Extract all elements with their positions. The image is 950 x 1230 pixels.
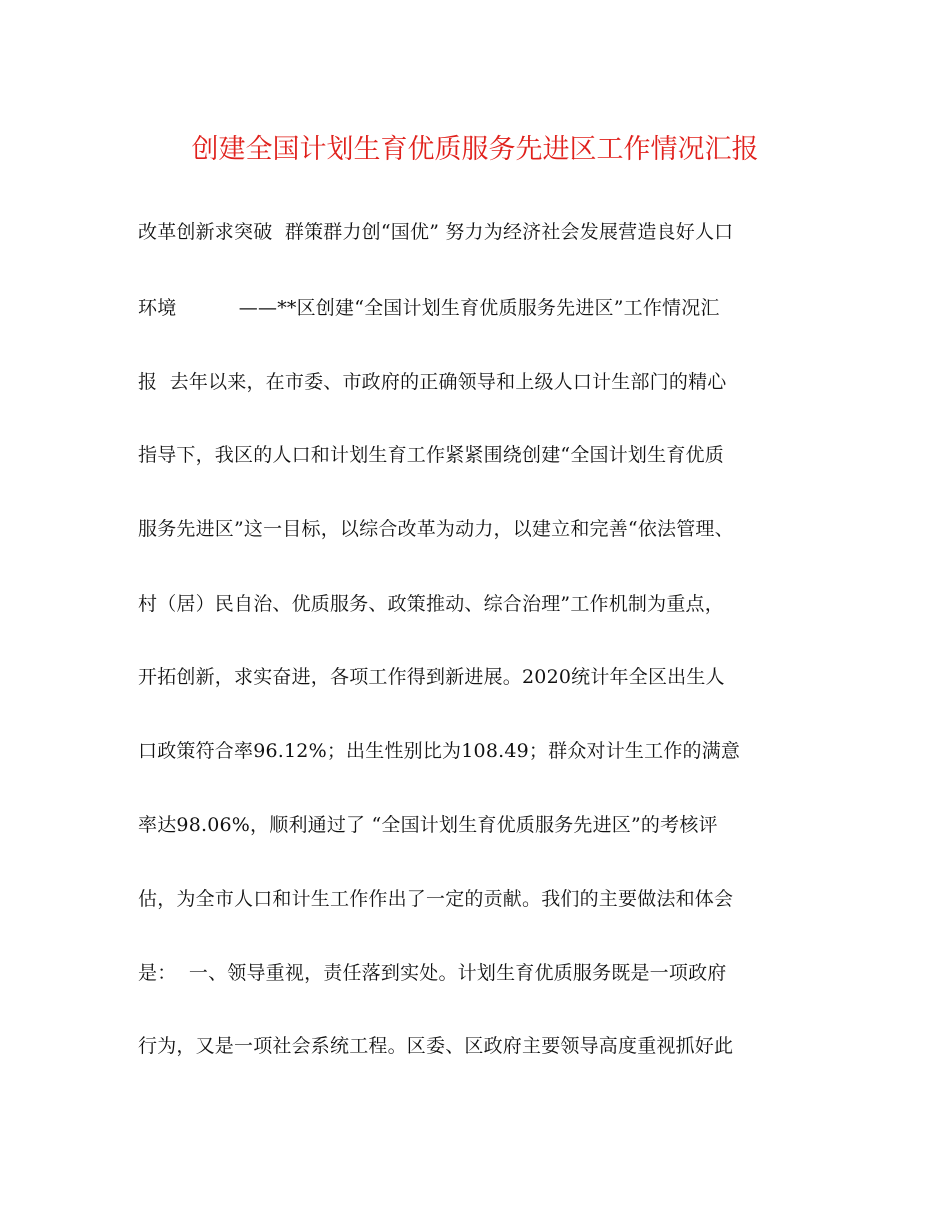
body-line-11: 是： 一、领导重视，责任落到实处。计划生育优质服务既是一项政府 [138,962,727,984]
body-line-6: 村（居）民自治、优质服务、政策推动、综合治理”工作机制为重点， [138,593,724,615]
body-line-8: 口政策符合率96.12%；出生性别比为108.49；群众对计生工作的满意 [138,740,741,762]
body-line-4: 指导下，我区的人口和计划生育工作紧紧围绕创建“全国计划生育优质 [138,444,724,466]
body-line-7: 开拓创新，求实奋进，各项工作得到新进展。2020统计年全区出生人 [138,666,725,688]
document-title: 创建全国计划生育优质服务先进区工作情况汇报 [191,134,759,165]
body-line-1: 改革创新求突破 群策群力创“国优” 努力为经济社会发展营造良好人口 [138,221,734,243]
body-line-5: 服务先进区”这一目标，以综合改革为动力，以建立和完善“依法管理、 [138,518,734,540]
body-line-9: 率达98.06%，顺利通过了 “全国计划生育优质服务先进区”的考核评 [138,814,718,836]
body-line-2: 环境 ——**区创建“全国计划生育优质服务先进区”工作情况汇 [138,297,720,319]
body-line-3: 报 去年以来，在市委、市政府的正确领导和上级人口计生部门的精心 [138,371,727,393]
body-line-10: 估，为全市人口和计生工作作出了一定的贡献。我们的主要做法和体会 [138,888,734,910]
body-line-12: 行为，又是一项社会系统工程。区委、区政府主要领导高度重视抓好此 [138,1035,734,1057]
